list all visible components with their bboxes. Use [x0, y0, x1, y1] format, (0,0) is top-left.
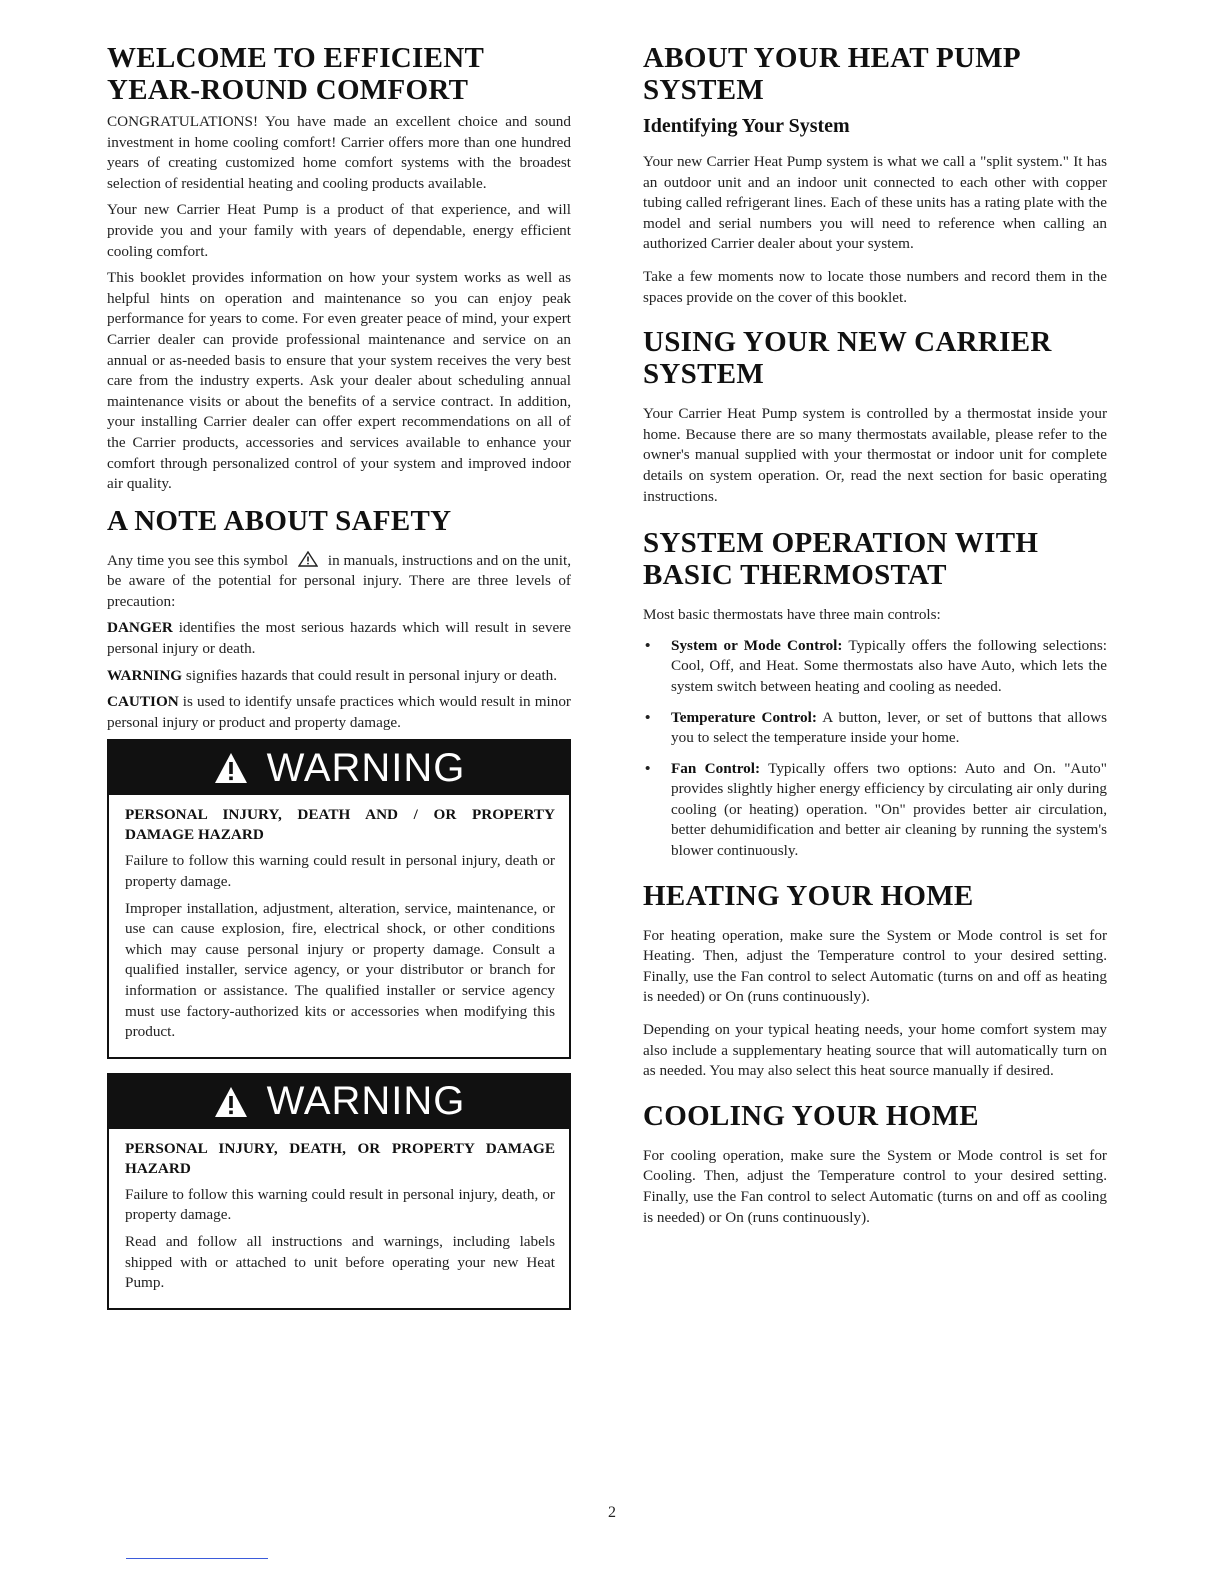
list-item — [643, 636, 1107, 698]
right-column — [643, 42, 1107, 1234]
welcome-paragraph-3: This booklet provides information on how your system works as well as helpful hints on operation and maintenance so you can enjoy peak performance for years to come. For even greater peace of mind, your expert Carrier dealer can provide professional maintenance and service on an annual or as-needed basis to ensure that your system receives the very best care from the industry experts. Ask your dealer about scheduling annual maintenance visits or about the benefits of a service contract. In addition, your installing Carrier dealer can offer expert recommendations on all of the Carrier products, accessories and services available to enhance your comfort through personalized control of your system and improved indoor air quality. — [107, 269, 571, 493]
about-paragraph-1: Your new Carrier Heat Pump system is what we call a "split system." It has an outdoor unit and an indoor unit connected to each other with copper tubing called refrigerant lines. Each of these units has a rating plate with the model and serial numbers you will need to reference when calling an authorized Carrier dealer about your system. — [643, 153, 1107, 253]
list-item — [643, 708, 1107, 749]
operation-heading — [643, 527, 1107, 591]
about-paragraph-2: Take a few moments now to locate those numbers and record them in the spaces provide on the cover of this booklet. — [643, 267, 1107, 306]
danger-term: DANGER — [107, 619, 173, 637]
heating-paragraph-1: For heating operation, make sure the System or Mode control is set for Heating. Then, adjust the Temperature control to your desired setting. Finally, use the Fan control to select Automatic (turns on and off as heating is needed) or On (runs continuously). — [643, 926, 1107, 1006]
operation-intro: Most basic thermostats have three main controls: — [643, 606, 941, 624]
list-item-text: A button, lever, or set of buttons that allows you to select the temperature inside your home. — [671, 708, 1107, 747]
operation-heading-line2: BASIC THERMOSTAT — [643, 559, 947, 592]
bullet-icon: • — [645, 759, 651, 777]
warning-2-paragraph-1: Failure to follow this warning could result in personal injury, death, or property damage. — [125, 1185, 555, 1224]
page-number: 2 — [608, 1504, 616, 1521]
using-heading-line1: USING YOUR NEW CARRIER — [643, 326, 1052, 359]
warning-triangle-icon — [213, 751, 249, 785]
safety-heading: A NOTE ABOUT SAFETY — [107, 504, 452, 537]
using-paragraph-1: Your Carrier Heat Pump system is controlled by a thermostat inside your home. Because there are so many thermostats available, please refer to the owner's manual supplied with your thermostat or indoor unit for complete details on system operation. Or, read the next section for basic operating instructions. — [643, 405, 1107, 505]
hazard-title-2: PERSONAL INJURY, DEATH, OR PROPERTY DAMAGE HAZARD — [125, 1139, 555, 1177]
warning-text: signifies hazards that could result in personal injury or death. — [182, 666, 558, 684]
welcome-heading — [107, 42, 571, 106]
about-heading-line2: SYSTEM — [643, 74, 765, 106]
danger-definition — [107, 618, 571, 659]
warning-2-paragraph-2: Read and follow all instructions and warnings, including labels shipped with or attached to unit before operating your new Heat Pump. — [125, 1232, 555, 1292]
warning-box-2 — [107, 1073, 571, 1310]
caution-text: is used to identify unsafe practices which would result in minor personal injury or product and property damage. — [107, 693, 571, 731]
warning-label-2: WARNING — [266, 1079, 466, 1124]
safety-intro-after: in manuals, instructions and on the unit, be aware of the potential for personal injury. There are three levels of precaution: — [107, 551, 572, 610]
bullet-icon: • — [645, 636, 651, 654]
list-item-text: Typically offers the following selections: Cool, Off, and Heat. Some thermostats also have Auto, which lets the system switch between heating and cooling as needed. — [671, 636, 1107, 695]
heating-heading: HEATING YOUR HOME — [643, 879, 974, 912]
hazard-title-1: PERSONAL INJURY, DEATH AND / OR PROPERTY DAMAGE HAZARD — [125, 806, 555, 844]
about-heading-line1: ABOUT YOUR HEAT PUMP — [643, 42, 1021, 74]
warning-term: WARNING — [107, 666, 183, 684]
warning-label-1: WARNING — [266, 745, 466, 790]
warning-1-paragraph-2: Improper installation, adjustment, alteration, service, maintenance, or use can cause explosion, fire, electrical shock, or other conditions which may cause personal injury or property damage. Consult a qualified installer, service agency, or your distributor or branch for information or assistance. The qualified installer or service agency must use factory-authorized kits or accessories when modifying this product. — [125, 899, 555, 1041]
caution-term: CAUTION — [107, 693, 179, 711]
heating-paragraph-2: Depending on your typical heating needs, your home comfort system may also include a supplementary heating source that will automatically turn on as needed. You may also select this heat source manually if desired. — [643, 1021, 1107, 1080]
using-heading — [643, 326, 1107, 390]
danger-text: identifies the most serious hazards which will result in severe personal injury or death. — [107, 619, 571, 658]
about-heading — [643, 42, 1107, 106]
safety-intro-before: Any time you see this symbol — [107, 551, 289, 569]
warning-definition — [107, 666, 571, 687]
list-item — [643, 759, 1107, 862]
welcome-paragraph-2: Your new Carrier Heat Pump is a product of that experience, and will provide you and your family with years of dependable, energy efficient cooling comfort. — [107, 201, 571, 260]
welcome-heading-line1: WELCOME TO EFFICIENT — [107, 42, 485, 74]
controls-list — [643, 636, 1107, 862]
operation-heading-line1: SYSTEM OPERATION WITH — [643, 527, 1039, 560]
using-heading-line2: SYSTEM — [643, 358, 765, 391]
cooling-heading: COOLING YOUR HOME — [643, 1099, 979, 1132]
list-item-term: Fan Control: — [671, 759, 761, 777]
caution-definition — [107, 692, 571, 733]
cooling-paragraph-1: For cooling operation, make sure the System or Mode control is set for Cooling. Then, adjust the Temperature control to your desired setting. Finally, use the Fan control to select Automatic (turns on and off as cooling is needed) or On (runs continuously). — [643, 1146, 1107, 1226]
welcome-heading-line2: YEAR-ROUND COMFORT — [107, 74, 469, 106]
warning-box-1 — [107, 739, 571, 1058]
safety-intro — [107, 551, 571, 613]
warning-banner-1 — [109, 741, 569, 795]
list-item-term: System or Mode Control: — [671, 636, 843, 654]
bullet-icon: • — [645, 708, 651, 726]
identifying-subheading: Identifying Your System — [643, 115, 850, 137]
list-item-term: Temperature Control: — [671, 708, 817, 726]
left-column — [107, 42, 571, 1310]
warning-triangle-icon — [213, 1085, 249, 1119]
list-item-text: Typically offers two options: Auto and On. "Auto" provides slightly higher energy efficiency by circulating air only during cooling (or heating) operation. "On" provides better air circulation, better dehumidification and better air cleaning by running the system's blower continuously. — [671, 759, 1107, 860]
warning-1-paragraph-1: Failure to follow this warning could result in personal injury, death or property damage. — [125, 852, 555, 891]
welcome-paragraph-1: CONGRATULATIONS! You have made an excellent choice and sound investment in home cooling comfort! Carrier offers more than one hundred years of creating customized home comfort systems with the broadest selection of residential heating and cooling products available. — [107, 113, 571, 192]
warning-banner-2 — [109, 1075, 569, 1129]
safety-alert-icon — [298, 551, 318, 567]
footer-rule — [126, 1558, 268, 1559]
